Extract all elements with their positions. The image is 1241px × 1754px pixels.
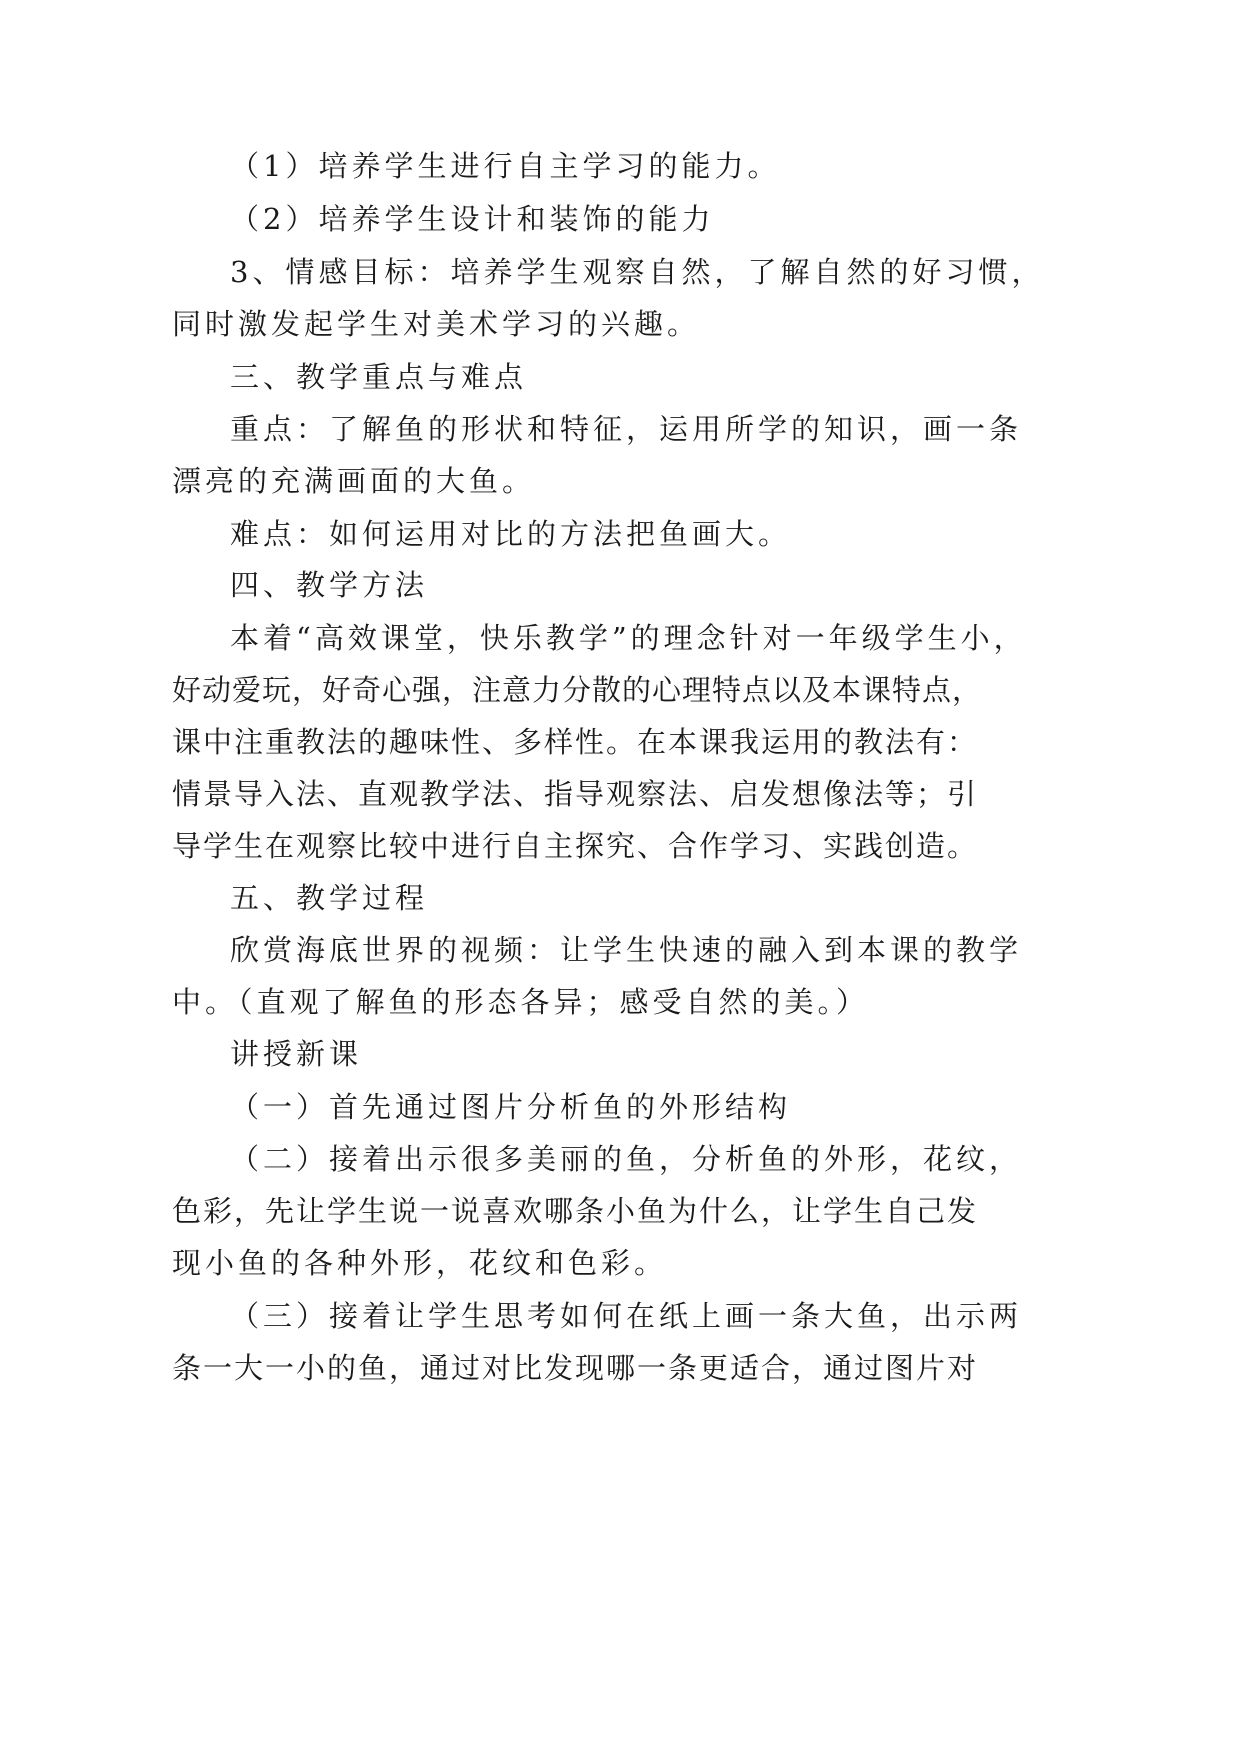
text-line: 条一大一小的鱼，通过对比发现哪一条更适合，通过图片对 [172, 1351, 979, 1385]
section-heading: 五、教学过程 [230, 881, 429, 915]
section-heading: 四、教学方法 [230, 568, 429, 602]
text-line: 中。（直观了解鱼的形态各异；感受自然的美。） [172, 985, 870, 1019]
text-line: （二）接着出示很多美丽的鱼，分析鱼的外形，花纹， [230, 1142, 1023, 1176]
text-line: 导学生在观察比较中进行自主探究、合作学习、实践创造。 [172, 829, 979, 863]
text-line: 重点：了解鱼的形状和特征，运用所学的知识，画一条 [230, 412, 1023, 446]
text-line: 课中注重教法的趣味性、多样性。在本课我运用的教法有： [172, 725, 979, 759]
section-heading: 讲授新课 [230, 1037, 363, 1071]
text-line: 好动爱玩，好奇心强，注意力分散的心理特点以及本课特点， [172, 673, 983, 707]
text-line: 难点：如何运用对比的方法把鱼画大。 [230, 517, 792, 551]
text-line: 同时激发起学生对美术学习的兴趣。 [172, 307, 701, 341]
text-line: 本着“高效课堂，快乐教学”的理念针对一年级学生小， [230, 621, 1027, 655]
text-line: （三）接着让学生思考如何在纸上画一条大鱼，出示两 [230, 1299, 1023, 1333]
text-line: （1）培养学生进行自主学习的能力。 [230, 149, 781, 183]
text-line: 漂亮的充满画面的大鱼。 [172, 464, 536, 498]
section-heading: 三、教学重点与难点 [230, 360, 528, 394]
text-line: 3、情感目标：培养学生观察自然，了解自然的好习惯， [230, 255, 1045, 289]
text-line: 欣赏海底世界的视频：让学生快速的融入到本课的教学 [230, 933, 1023, 967]
text-line: 色彩，先让学生说一说喜欢哪条小鱼为什么，让学生自己发 [172, 1194, 979, 1228]
text-line: （一）首先通过图片分析鱼的外形结构 [230, 1090, 792, 1124]
text-line: （2）培养学生设计和装饰的能力 [230, 202, 715, 236]
text-line: 情景导入法、直观教学法、指导观察法、启发想像法等；引 [172, 777, 979, 811]
text-line: 现小鱼的各种外形，花纹和色彩。 [172, 1246, 668, 1280]
